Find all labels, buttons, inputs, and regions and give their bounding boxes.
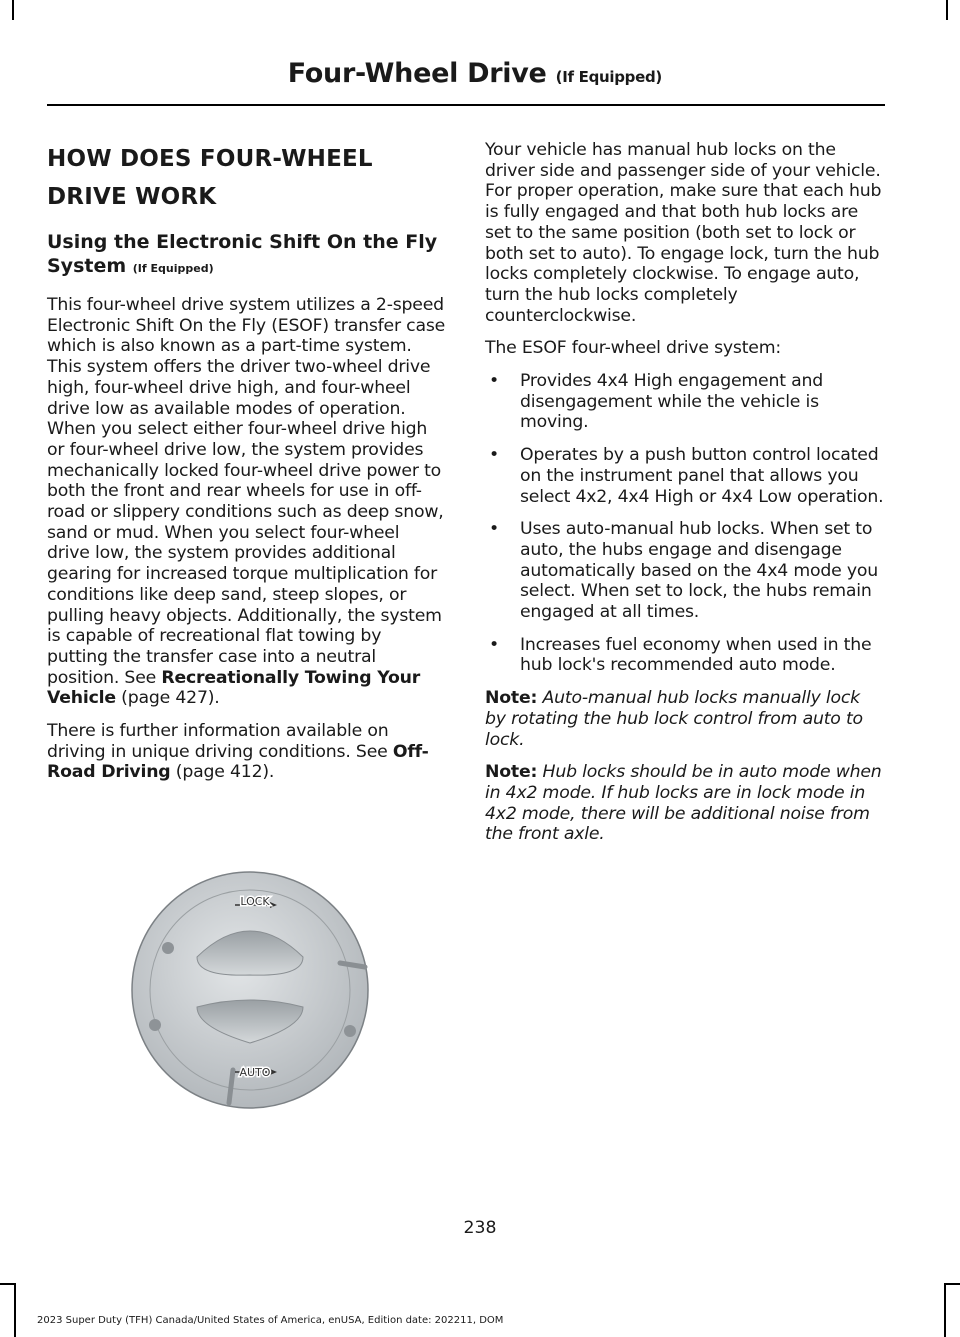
towing-link[interactable]: Recreationally Towing Your Vehicle [47, 667, 421, 709]
hub-lock-figure [125, 865, 375, 1115]
list-item-text: Uses auto-manual hub locks. When set to auto, the hubs engage and disengage automatically based on the 4x4 mode you select. When set to lock, the hubs remain engaged at all times. [520, 519, 879, 623]
header-title-suffix: (If Equipped) [555, 68, 662, 86]
esof-intro-paragraph: The ESOF four-wheel drive system: [485, 338, 781, 359]
crop-mark [946, 0, 948, 20]
page-header-title [288, 58, 662, 89]
esof-feature-list [485, 371, 885, 676]
hub-lock-dial-icon [125, 865, 375, 1115]
crop-mark [944, 1283, 946, 1337]
intro-paragraph [47, 295, 447, 709]
subheading-text: Using the Electronic Shift On the Fly System [47, 231, 438, 277]
note-text: Auto-manual hub locks manually lock by rotating the hub lock control from auto to lock. [485, 688, 863, 750]
note-auto-manual [485, 688, 885, 750]
list-item-text: Provides 4x4 High engagement and disengagement while the vehicle is moving. [520, 371, 824, 433]
list-item-text: Increases fuel economy when used in the hub lock's recommended auto mode. [520, 634, 872, 676]
section-heading-line1: HOW DOES FOUR-WHEEL [47, 146, 373, 172]
hub-locks-paragraph: Your vehicle has manual hub locks on the driver side and passenger side of your vehicle. For proper operation, make sure that each hub is fully engaged and that both hub locks are set to the same position (both set to lock or both set to auto). To engage lock, turn the hub locks completely clockwise. To engage auto, turn the hub locks completely counterclockwise. [485, 140, 882, 326]
note-label: Note: [485, 688, 538, 709]
list-item [485, 445, 885, 507]
bullet-icon: • [489, 634, 499, 655]
header-divider [47, 104, 885, 106]
list-item-text: Operates by a push button control located on the instrument panel that allows you select 4x2, 4x4 High or 4x4 Low operation. [520, 445, 884, 507]
section-heading [47, 140, 447, 216]
note-text: Hub locks should be in auto mode when in 4x2 mode. If hub locks are in lock mode in 4x2 mode, there will be additional noise from the front axle. [485, 762, 882, 845]
page-number: 238 [463, 1218, 497, 1238]
subheading [47, 230, 447, 281]
note-label: Note: [485, 762, 538, 783]
footer-edition-info: 2023 Super Duty (TFH) Canada/United States of America, enUSA, Edition date: 202211, DOM [37, 1315, 504, 1326]
crop-mark [12, 0, 14, 20]
crop-mark [944, 1283, 960, 1285]
further-info-paragraph [47, 721, 447, 783]
auto-label: AUTO [239, 1066, 271, 1079]
towing-page-ref: (page 427). [115, 688, 220, 709]
list-item [485, 519, 885, 623]
list-item [485, 371, 885, 433]
bullet-icon: • [489, 371, 499, 392]
left-column [47, 140, 447, 795]
bullet-icon: • [489, 445, 499, 466]
header-title-text: Four-Wheel Drive [287, 58, 547, 89]
crop-mark [14, 1283, 16, 1337]
list-item [485, 635, 885, 676]
subheading-suffix: (If Equipped) [132, 262, 214, 275]
section-heading-line2: DRIVE WORK [47, 184, 217, 210]
lock-label: LOCK [240, 895, 270, 908]
bullet-icon: • [489, 519, 499, 540]
intro-text: This four-wheel drive system utilizes a 2-speed Electronic Shift On the Fly (ESOF) transfer case which is also known as a part-time system. This system offers the driver two-wheel drive high, four-wheel drive high, and four-wheel drive low as available modes of operation. When you select either four-wheel drive high or four-wheel drive low, the system provides mechanically locked four-wheel drive power to both the front and rear wheels for use in off-road or slippery conditions such as deep snow, sand or mud. When you select four-wheel drive low, the system provides additional gearing for increased torque multiplication for conditions like deep sand, steep slopes, or pulling heavy objects. Additionally, the system is capable of recreational flat towing by putting the transfer case into a neutral position. See [47, 295, 446, 688]
further-info-text: There is further information available on driving in unique driving conditions. See [47, 721, 393, 762]
off-road-page-ref: (page 412). [170, 762, 275, 783]
off-road-link[interactable]: Off-Road Driving [47, 741, 429, 783]
right-column [485, 140, 885, 857]
note-4x2-mode [485, 762, 885, 845]
